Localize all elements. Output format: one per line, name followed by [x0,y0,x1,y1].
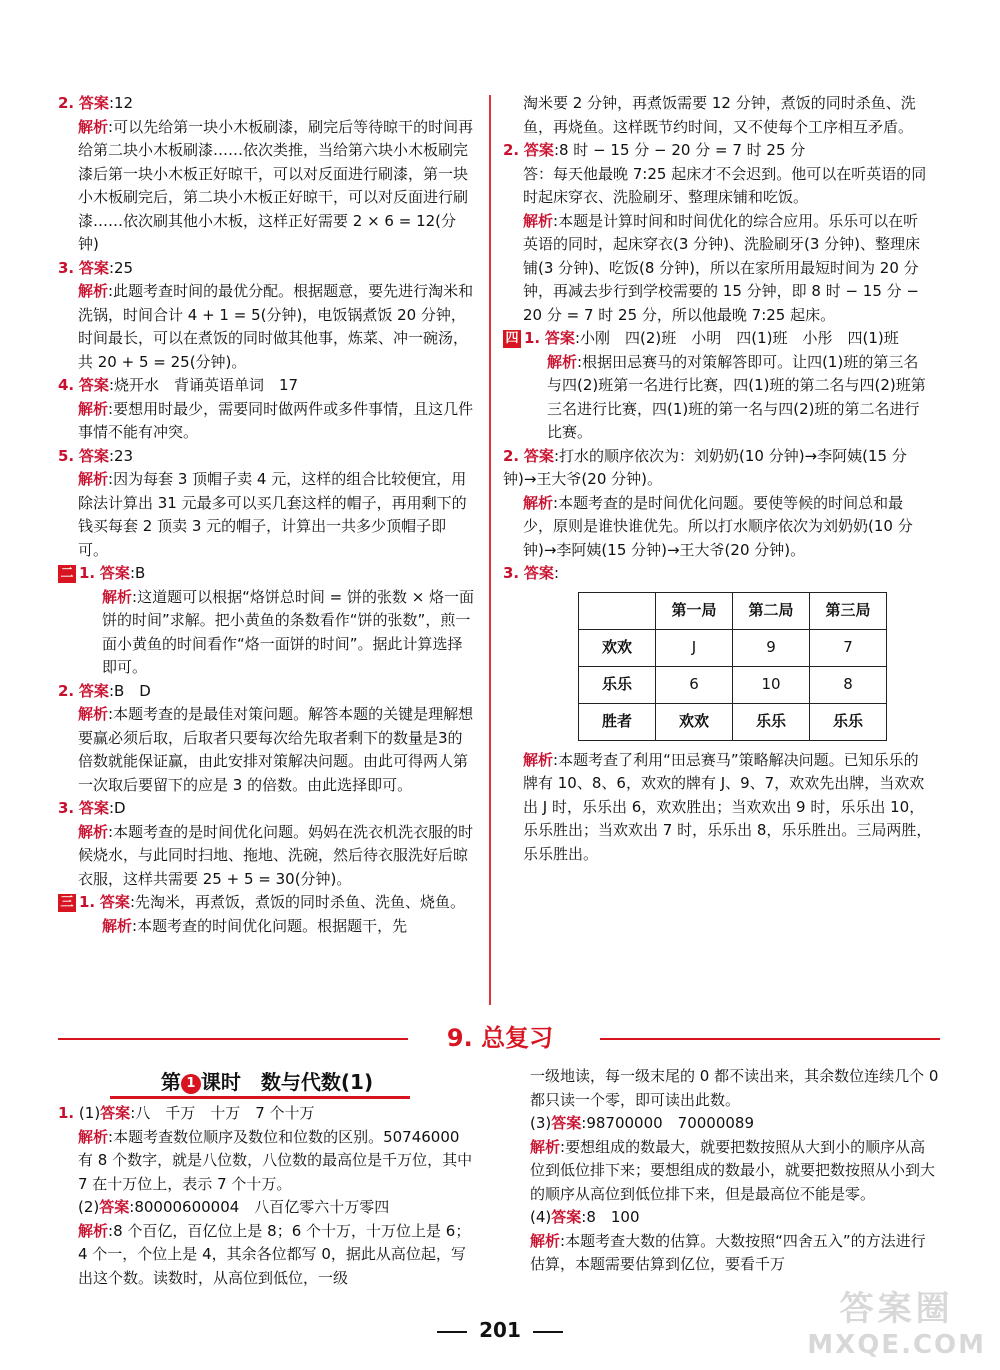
continued-text: 一级地读，每一级末尾的 0 都不读出来，其余数位连续几个 0 都只读一个零，即可读出此数。 [530,1067,939,1109]
answer-label: 答案 [523,141,554,159]
answer-label: 答案 [523,446,554,465]
table-cell: 第三局 [810,592,887,629]
analysis-text: :本题考查数位顺序及数位和位数的区别。50746000 有 8 个数字，就是八位数，八位数的最高位是千万位，其中 7 在十万位上，表示 7 个十万。 [78,1127,473,1193]
answer-label: 答案 [78,258,109,277]
analysis-label: 解析 [530,1137,561,1156]
table-row [579,629,887,666]
analysis-label: 解析 [547,352,578,371]
table-cell: 第一局 [656,592,733,629]
section-4-q3 [503,562,933,866]
bottom-left-column [58,1102,476,1290]
analysis-text: :本题考查的是最佳对策问题。解答本题的关键是理解想要赢必须后取，后取者只要每次给先取者剩下的数量是3的倍数就能保证赢，由此安排对策解决问题。由此可得两人第一次取后要留下的应是 3 的倍数。由此选择即可。 [78,705,474,794]
lesson-heading [58,1066,476,1095]
answer-text: :八 千万 十万 7 个十万 [130,1104,315,1122]
watermark-line2: MXQE.COM [807,1330,986,1360]
section-2-q1 [58,562,476,680]
item-number: 1. [79,893,96,911]
table-cell: 9 [733,629,810,666]
chapter-heading [0,1018,1000,1053]
lesson-title: 课时 数与代数(1) [200,1070,374,1094]
answer-text: :80000600004 八百亿零六十万零四 [129,1198,390,1216]
section-2-q2 [58,680,476,798]
answer-label: 答案 [100,1104,131,1122]
sub-label: (1) [78,1104,101,1122]
section-badge: 四 [503,330,521,348]
item-number: 3. [58,799,75,817]
table-cell [579,592,656,629]
table-cell: 欢欢 [579,629,656,666]
answer-label: 答案 [99,564,130,582]
table-cell: 7 [810,629,887,666]
analysis-text: :本题考查的是时间优化问题。要使等候的时间总和最少，原则是谁快谁优先。所以打水顺序依次为刘奶奶(10 分钟)→李阿姨(15 分钟)→王大爷(20 分钟)。 [523,493,913,559]
right-q2 [503,139,933,327]
item-number: 2. [503,141,520,159]
analysis-text: :要想用时最少，需要同时做两件或多件事情，且这几件事情不能有冲突。 [78,399,474,441]
watermark-line1: 答案圈 [839,1289,954,1329]
answer-label: 答案 [551,1208,582,1226]
analysis-label: 解析 [78,399,109,418]
chapter-title: 9. 总复习 [446,1024,554,1052]
analysis-label: 解析 [102,587,133,606]
analysis-label: 解析 [530,1231,561,1250]
review-q1-part3 [510,1112,940,1206]
answer-text: :8 时 − 15 分 − 20 分 = 7 时 25 分 [553,141,806,159]
page-number-rule [437,1331,467,1333]
q5 [58,445,476,563]
analysis-text: :要想组成的数最大，就要把数按照从大到小的顺序从高位到低位排下来；要想组成的数最小，就要把数按照从小到大的顺序从高位到低位排下来，但是最高位不能是零。 [530,1137,936,1203]
table-row [579,666,887,703]
section-3-q1 [58,891,476,938]
table-cell: 乐乐 [810,703,887,740]
analysis-text: :这道题可以根据“烙饼总时间 = 饼的张数 × 烙一面饼的时间”求解。把小黄鱼的条数看作“饼的张数”，煎一面小黄鱼的时间看作“烙一面饼的时间”。据此计算选择即可。 [102,587,475,676]
analysis-text: :可以先给第一块小木板刷漆，刷完后等待晾干的时间再给第二块小木板刷漆……依次类推，当给第六块小木板刷完漆后第一块小木板正好晾干，可以对反面进行刷漆，第一块小木板刷完后，第二块小木板正好晾干，可以对反面进行刷漆……依次刷其他小木板，这样正好需要 2 × 6 = 12(分钟) [78,117,474,253]
lesson-prefix: 第 [160,1070,181,1094]
item-number: 1. [79,564,96,582]
match-table [578,592,887,741]
table-cell: 6 [656,666,733,703]
review-q1-part1 [58,1102,476,1196]
item-number: 2. [503,446,520,465]
analysis-text: :本题考查的时间优化问题。根据题干，先 [132,916,408,935]
item-number: 3. [503,564,520,582]
analysis-text: :本题考查的是时间优化问题。妈妈在洗衣机洗衣服的时候烧水，与此同时扫地、拖地、洗碗，然后待衣服洗好后晾衣服，这样共需要 25 + 5 = 30(分钟)。 [78,822,474,888]
answer-text: :8 100 [581,1208,640,1226]
section-4-q1 [503,327,933,445]
analysis-text: :本题考查了利用“田忌赛马”策略解决问题。已知乐乐的牌有 10、8、6，欢欢的牌有 J、9、7，欢欢先出牌，当欢欢出 J 时，乐乐出 6，欢欢胜出；当欢欢出 9 时，乐乐出 10，乐乐胜出；当欢欢出 7 时，乐乐出 8，乐乐胜出。三局两胜，乐乐胜出。 [523,750,932,863]
bottom-right-column [510,1065,940,1277]
table-cell: 8 [810,666,887,703]
analysis-label: 解析 [523,211,554,230]
analysis-text: :根据田忌赛马的对策解答即可。让四(1)班的第三名与四(2)班第一名进行比赛，四(1)班的第二名与四(2)班第三名进行比赛，四(1)班的第一名与四(2)班的第二名进行比赛。 [547,352,926,441]
q2 [58,92,476,257]
answer-text: :B [129,564,146,582]
table-cell: 乐乐 [733,703,810,740]
analysis-text: :此题考查时间的最优分配。根据题意，要先进行淘米和洗锅，时间合计 4 + 1 = 5(分钟)，电饭锅煮饭 20 分钟，时间最长，可以在煮饭的同时做其他事，炼菜、冲一碗汤，共 20 + 5 = 25(分钟)。 [78,282,474,371]
answer-text: :B D [108,681,151,700]
item-number: 5. [58,446,75,465]
analysis-label: 解析 [523,750,554,769]
analysis-text: :8 个百亿，百亿位上是 8；6 个十万，十万位上是 6；4 个一，个位上是 4，其余各位都写 0，据此从高位起，写出这个数。读数时，从高位到低位，一级 [78,1221,471,1287]
analysis-label: 解析 [102,916,133,935]
table-cell: J [656,629,733,666]
item-number: 1. [58,1104,75,1122]
answer-label: 答案 [99,1198,130,1216]
answer-label: 答案 [544,329,575,347]
table-cell: 胜者 [579,703,656,740]
analysis-label: 解析 [78,117,109,136]
answer-text: :烧开水 背诵英语单词 17 [108,376,299,394]
table-cell: 欢欢 [656,703,733,740]
section-2-q3 [58,797,476,891]
section-4-q2 [503,445,933,563]
table-cell: 乐乐 [579,666,656,703]
analysis-text: :本题是计算时间和时间优化的综合应用。乐乐可以在听英语的同时，起床穿衣(3 分钟)、洗脸刷牙(3 分钟)、整理床铺(3 分钟)、吃饭(8 分钟)，所以在家所用最短时间为 20 分钟，再减去步行到学校需要的 15 分钟，即 8 时 − 15 分 − 20 分 = 7 时 25 分，所以他最晚 7:25 起床。 [523,211,921,324]
analysis-label: 解析 [78,282,109,300]
table-header-row [579,592,887,629]
review-q1-part4 [510,1206,940,1277]
table-cell: 第二局 [733,592,810,629]
item-number: 4. [58,376,75,394]
analysis-text: :因为每套 3 顶帽子卖 4 元，这样的组合比较便宜，用除法计算出 31 元最多可以买几套这样的帽子，再用剩下的钱买每套 2 顶卖 3 元的帽子，计算出一共多少顶帽子即可。 [78,470,467,559]
analysis-label: 解析 [78,1221,109,1240]
page-number-rule [533,1331,563,1333]
item-number: 3. [58,258,75,277]
analysis-label: 解析 [78,822,109,841]
answer-label: 答案 [99,893,130,911]
lesson-number-badge: 1 [181,1074,201,1094]
section-badge: 三 [58,894,76,912]
answer-text: :小刚 四(2)班 小明 四(1)班 小彤 四(1)班 [574,329,899,347]
sub-label: (3) [530,1114,552,1132]
answer-text: :先淘米，再煮饭，煮饭的同时杀鱼、洗鱼、烧鱼。 [129,893,465,911]
answer-text: :打水的顺序依次为：刘奶奶(10 分钟)→李阿姨(15 分钟)→王大爷(20 分钟)。 [503,446,907,488]
table-row [579,703,887,740]
analysis-label: 解析 [78,470,109,488]
answer-label: 答案 [78,376,109,394]
lesson-underline [110,1096,410,1099]
answer-label: 答案 [78,681,109,700]
left-column [58,92,476,938]
analysis-label: 解析 [78,1127,109,1146]
answer-text: :12 [108,94,134,112]
item-number: 2. [58,681,75,700]
column-divider [489,95,491,1005]
table-cell: 10 [733,666,810,703]
analysis-text: :本题考查大数的估算。大数按照“四舍五入”的方法进行估算，本题需要估算到亿位，要看千万 [530,1231,926,1273]
answer-label: 答案 [78,94,109,112]
analysis-label: 解析 [78,705,109,723]
answer-label: 答案 [551,1114,582,1132]
answer-label: 答案 [78,446,109,465]
answer-text: : [553,564,559,582]
sub-label: (2) [78,1198,100,1216]
answer-detail: 答：每天他最晚 7:25 起床才不会迟到。他可以在听英语的同时起床穿衣、洗脸刷牙、整理床铺和吃饭。 [523,164,927,206]
page-number-text: 201 [479,1318,521,1342]
answer-text: :25 [108,258,134,277]
item-number: 1. [524,329,541,347]
analysis-label: 解析 [523,493,554,512]
answer-label: 答案 [523,564,554,582]
watermark [807,1281,986,1360]
answer-text: :D [108,799,126,817]
q3 [58,257,476,375]
answer-text: :98700000 70000089 [581,1114,755,1132]
section-badge: 二 [58,565,76,583]
q4 [58,374,476,445]
continued-text: 淘米要 2 分钟，再煮饭需要 12 分钟，煮饭的同时杀鱼、洗鱼，再烧鱼。这样既节约时间，又不使每个工序相互矛盾。 [523,94,916,136]
answer-label: 答案 [78,799,109,817]
answer-text: :23 [108,446,134,465]
item-number: 2. [58,94,75,112]
sub-label: (4) [530,1208,552,1226]
right-column [503,92,933,866]
review-q1-part2 [58,1196,476,1290]
